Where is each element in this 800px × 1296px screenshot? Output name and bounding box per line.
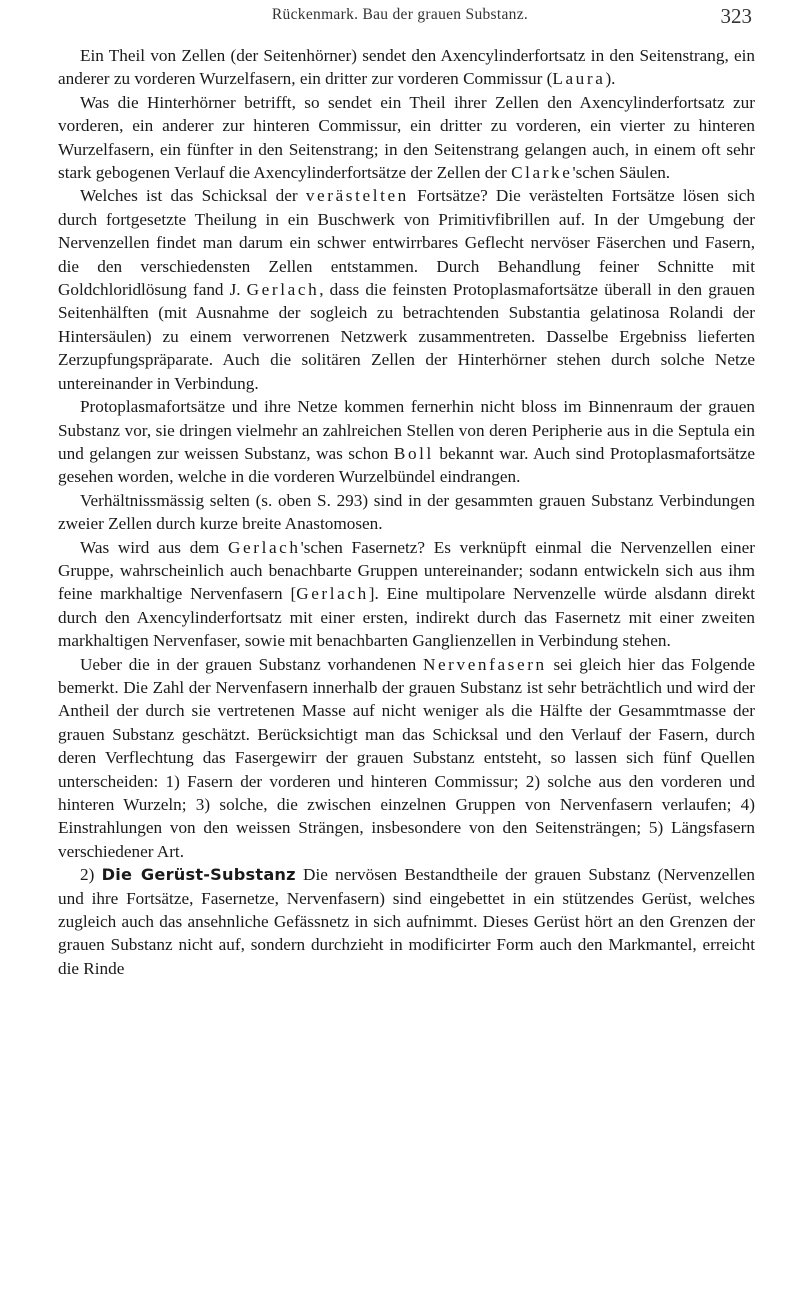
page-number: 323: [720, 4, 752, 28]
paragraph-geruest-substanz: [58, 863, 755, 980]
author-name-clarke: Clarke: [511, 163, 573, 183]
text-run: Welches ist das Schicksal der: [80, 186, 306, 206]
text-run: Ein Theil von Zellen (der Seitenhörner) sendet den Axencylinderfortsatz in den Seitenstrang, ein anderer zu vorderen Wurzelfasern, ein dritter zur vorderen Commissur (: [58, 46, 755, 89]
author-name-gerlach: Gerlach: [296, 584, 369, 604]
text-run: Was wird aus dem: [80, 537, 228, 557]
emphasis-veraestelten: verästelten: [305, 186, 409, 206]
body-text: [58, 44, 755, 980]
text-run: 2): [80, 865, 102, 885]
text-run: sei gleich hier das Folgende bemerkt. Die Zahl der Nervenfasern innerhalb der grauen Substanz ist sehr beträchtlich und wird der Antheil der durch sie vertretenen Masse auf nicht weniger als die Hälfte der Gesammtmasse der grauen Substanz geschätzt. Berücksichtigt man das Schicksal und den Verlauf der Fasern, durch deren Verflechtung das Fasergewirr der grauen Substanz entsteht, so lassen sich fünf Quellen unterscheiden: 1) Fasern der vorderen und hinteren Commissur; 2) solche aus den vorderen und hinteren Wurzeln; 3) solche, die zwischen einzelnen Gruppen von Nervenfasern verlaufen; 4) Einstrahlungen von den weissen Strängen, insbesondere von den Seitensträngen; 5) Längsfasern verschiedener Art.: [58, 654, 756, 861]
section-heading-geruest-substanz: Die Gerüst-Substanz: [101, 865, 296, 885]
text-run: ).: [605, 69, 616, 89]
paragraph-seitenhoerner: [58, 44, 755, 91]
page-header: [40, 4, 760, 30]
paragraph-anastomosen: [58, 489, 755, 536]
text-run: Protoplasmafortsätze und ihre Netze kommen fernerhin nicht bloss im Binnenraum der grauen Substanz vor, sie dringen vielmehr an zahlreichen Stellen von deren Peripherie aus in die Septula ein und gelangen zur weissen Substanz, was schon: [58, 397, 755, 463]
text-run: ]. Eine multipolare Nervenzelle würde alsdann direkt durch den Axencylinderfortsatz mit einer ersten, indirekt durch das Fasernetz mit einer zweiten markhaltigen Nervenfaser, sowie mit benachbarten Ganglienzellen in Verbindung stehen.: [58, 584, 755, 651]
text-run: , dass die feinsten Protoplasmafortsätze überall in den grauen Seitenhälften (mit Ausnahme der sogleich zu betrachtenden Substantia gelatinosa Rolandi der Hintersäulen) zu einem verworrenen Netzwerk zusammentreten. Dasselbe Ergebniss lieferten Zerzupfungspräparate. Auch die solitären Zellen der Hinterhörner stehen durch solche Netze untereinander in Verbindung.: [58, 280, 755, 393]
author-name-boll: Boll: [393, 443, 434, 463]
author-name-gerlach: Gerlach: [228, 537, 301, 557]
paragraph-hinterhoerner: [58, 91, 755, 185]
text-run: Ueber die in der grauen Substanz vorhandenen: [80, 654, 423, 674]
text-run: Fortsätze? Die verästelten Fortsätze lösen sich durch fortgesetzte Theilung in ein Buschwerk von Primitivfibrillen auf. In der Umgebung der Nervenzellen findet man darum ein schwer entwirrbares Geflecht nervöser Fäserchen und Fasern, die den verschiedensten Zellen entstammen. Durch Behandlung feiner Schnitte mit Goldchloridlösung fand J.: [58, 186, 755, 300]
running-head: Rückenmark. Bau der grauen Substanz.: [271, 6, 529, 23]
paragraph-veraestelte-fortsaetze: [58, 184, 755, 395]
paragraph-fasernetz: [58, 536, 755, 653]
text-run: bekannt war. Auch sind Protoplasmafortsätze gesehen worden, welche in die vorderen Wurzelbündel eindrangen.: [58, 443, 755, 487]
emphasis-nervenfasern: Nervenfasern: [422, 654, 547, 674]
text-run: Die nervösen Bestandtheile der grauen Substanz (Nervenzellen und ihre Fortsätze, Fasernetze, Nervenfasern) sind eingebettet in ein stützendes Gerüst, welches zugleich auch das ansehnliche Gefässnetz in sich aufnimmt. Dieses Gerüst hört an den Grenzen der grauen Substanz nicht auf, sondern durchzieht in modificirter Form auch den Markmantel, erreicht die Rinde: [58, 865, 755, 978]
paragraph-protoplasmafortsaetze: [58, 395, 755, 489]
author-name-gerlach: Gerlach: [246, 280, 320, 300]
author-name-laura: Laura: [552, 69, 606, 89]
text-run: 'schen Fasernetz? Es verknüpft einmal die Nervenzellen einer Gruppe, wahrscheinlich auch benachbarte Gruppen untereinander; sodann entwickeln sich aus ihm feine markhaltige Nervenfasern [: [58, 537, 755, 604]
text-run: 'schen Säulen.: [572, 163, 671, 183]
text-run: Was die Hinterhörner betrifft, so sendet ein Theil ihrer Zellen den Axencylinderfortsatz zur vorderen, ein anderer zur hinteren Commissur, ein dritter zu vorderen, ein vierter zu hinteren Wurzelfasern, ein fünfter in den Seitenstrang; in den Seitenstrang gelangen auch, in einem oft sehr stark gebogenen Verlauf die Axencylinderfortsätze der Zellen der: [58, 92, 755, 183]
paragraph-nervenfasern: [58, 653, 755, 864]
text-run: Verhältnissmässig selten (s. oben S. 293) sind in der gesammten grauen Substanz Verbindungen zweier Zellen durch kurze breite Anastomosen.: [58, 490, 755, 534]
